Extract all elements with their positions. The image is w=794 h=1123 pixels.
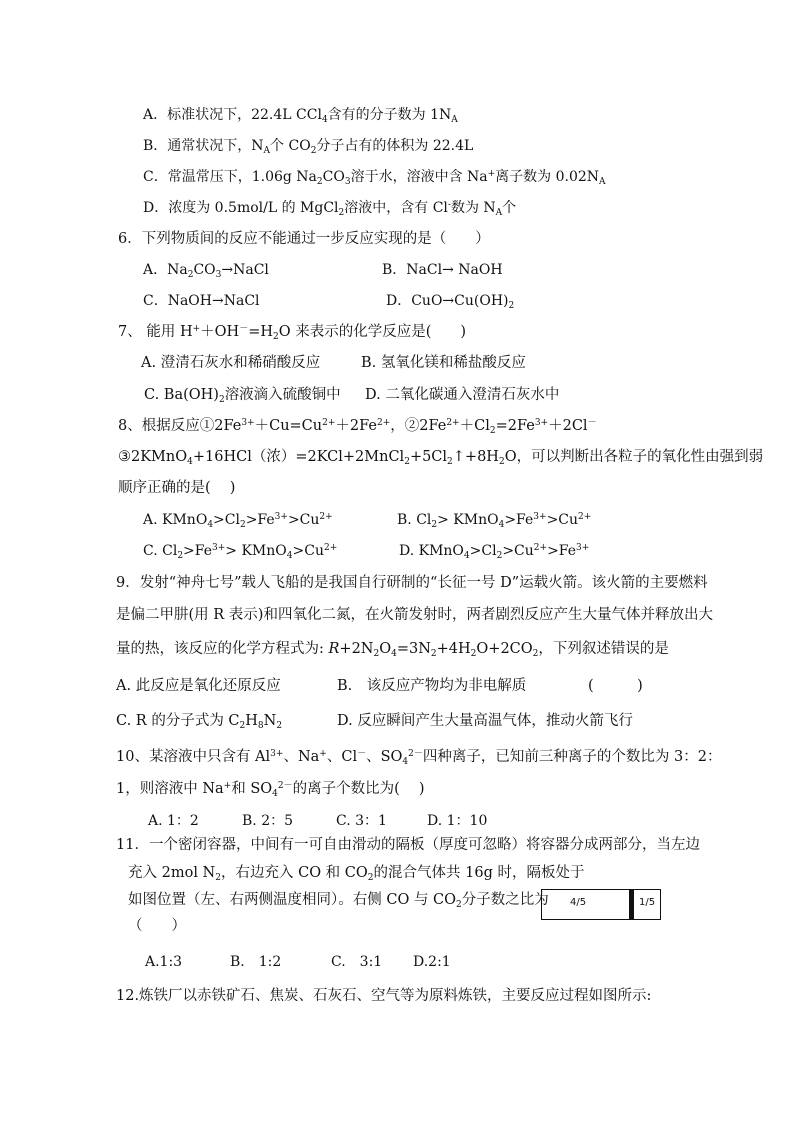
q11-stem-line3: 如图位置（左、右两侧温度相同）。右侧 CO 与 $CO_2$分子数之比为 [128, 892, 549, 910]
q10-option-d: D. 1：10 [427, 813, 488, 829]
q12-stem: 12.炼铁厂以赤铁矿石、焦炭、石灰石、空气等为原料炼铁，主要反应过程如图所示: [116, 988, 652, 1004]
q9-option-b: B. 该反应产物均为非电解质 [337, 678, 527, 694]
q11-option-a: A.1:3 [145, 954, 183, 970]
q8-option-b: B. $Cl_2>$ $KMnO_4>Fe^{3+}>Cu^{2+}$ [397, 512, 592, 530]
q11-stem-line2: 充入 2mol $N_2$，右边充入 CO 和 $CO_2$的混合气体共 16g 时，隔板处于 [128, 865, 585, 883]
q10-option-c: C. 3：1 [336, 813, 387, 829]
q5-option-d: D．浓度为 0.5mol/L 的 MgCl$_2$溶液中，含有 Cl-数为 $N_A$个 [143, 200, 517, 218]
q9-stem-line2: 是偏二甲肼(用 R 表示)和四氧化二氮，在火箭发射时，两者剧烈反应产生大量气体并释放出大 [116, 607, 713, 623]
q7-stem: 7、 能用 $H^++OH^-=H_2O$ 来表示的化学反应是( ) [118, 324, 467, 342]
q7-option-a: A. 澄清石灰水和稀硝酸反应 [141, 355, 321, 371]
q6-stem: 6．下列物质间的反应不能通过一步反应实现的是（ ） [118, 231, 490, 247]
q11-stem-line1: 11．一个密闭容器，中间有一可自由滑动的隔板（厚度可忽略）将容器分成两部分，当左边 [116, 837, 700, 853]
q11-option-d: D.2:1 [413, 954, 451, 970]
q5-option-b: B．通常状况下，$N_A$个 $CO_2$分子占有的体积为 22.4L [143, 138, 474, 156]
q9-stem-line3: 量的热，该反应的化学方程式为: $R+2N_2O_4=3N_2+4H_2O+2CO_2$，下列叙述错误的是 [116, 641, 669, 659]
q5-option-c: C．常温常压下，1.06g $Na_2CO_3$溶于水，溶液中含 Na+离子数为 $0.02N_A$ [143, 169, 606, 187]
q8-stem-line1: 8、根据反应$①2Fe^{3+}+Cu=Cu^{2+}+2Fe^{2+}$，$②2Fe^{2+}+Cl_2=2Fe^{3+}+2Cl^-$ [118, 418, 597, 436]
partitioned-container-figure [541, 889, 663, 922]
q9-option-a: A. 此反应是氧化还原反应 [116, 678, 281, 694]
q8-option-d: D. $KMnO_4>Cl_2>Cu^{2+}>Fe^{3+}$ [399, 543, 590, 561]
q10-stem-line1: 10、某溶液中只含有 $Al^{3+}$、Na+、Cl－、$SO_4^{2-}$四种离子，已知前三种离子的个数比为 3：2： [116, 749, 722, 767]
q10-option-a: A. 1：2 [148, 813, 199, 829]
q11-option-c: C. 3:1 [331, 954, 383, 970]
right-chamber-label: 1/5 [639, 897, 656, 908]
q6-option-d: D．$CuO\to Cu(OH)_2$ [386, 293, 515, 311]
q8-stem-line2: ③2KMnO$_4$+16HCl（浓）$=2KCl+2MnCl_2+5Cl_2↑+8H_2O$，可以判断出各粒子的氧化性由强到弱 [118, 449, 764, 467]
q9-option-c: C. R 的分子式为 $C_2H_8N_2$ [116, 713, 283, 731]
q6-option-b: B．NaCl→ NaOH [382, 262, 503, 278]
q5-option-a: A．标准状况下，22.4L CCl$_4$含有的分子数为 $1N_A$ [143, 107, 458, 125]
sliding-partition [629, 889, 634, 920]
q8-option-c: C. $Cl_2>Fe^{3+}>$ $KMnO_4>Cu^{2+}$ [143, 543, 338, 561]
q6-option-c: C．NaOH→NaCl [143, 293, 260, 309]
q11-answer-paren: （ ） [128, 918, 186, 934]
q9-answer-paren: ( ) [588, 678, 643, 694]
left-chamber-label: 4/5 [570, 897, 587, 908]
q9-option-d: D. 反应瞬间产生大量高温气体，推动火箭飞行 [337, 713, 633, 729]
q8-option-a: A. $KMnO_4>Cl_2>Fe^{3+}>Cu^{2+}$ [143, 512, 333, 530]
q10-option-b: B. 2：5 [242, 813, 294, 829]
q7-option-c: C. $Ba(OH)_2$溶液滴入硫酸铜中 [144, 387, 341, 405]
q7-option-d: D. 二氧化碳通入澄清石灰水中 [365, 387, 560, 403]
q6-option-a: A．$Na_2CO_3\to NaCl$ [143, 262, 269, 280]
q7-option-b: B. 氢氧化镁和稀盐酸反应 [361, 355, 526, 371]
q9-stem-line1: 9．发射“神舟七号”载人飞船的是我国自行研制的“长征一号 D”运载火箭。该火箭的主要燃料 [116, 575, 708, 591]
q10-stem-line2: 1，则溶液中 Na+和 $SO_4^{2-}$的离子个数比为( ) [116, 781, 425, 799]
q8-stem-line3: 顺序正确的是( ) [118, 480, 236, 496]
q11-option-b: B. 1:2 [230, 954, 282, 970]
